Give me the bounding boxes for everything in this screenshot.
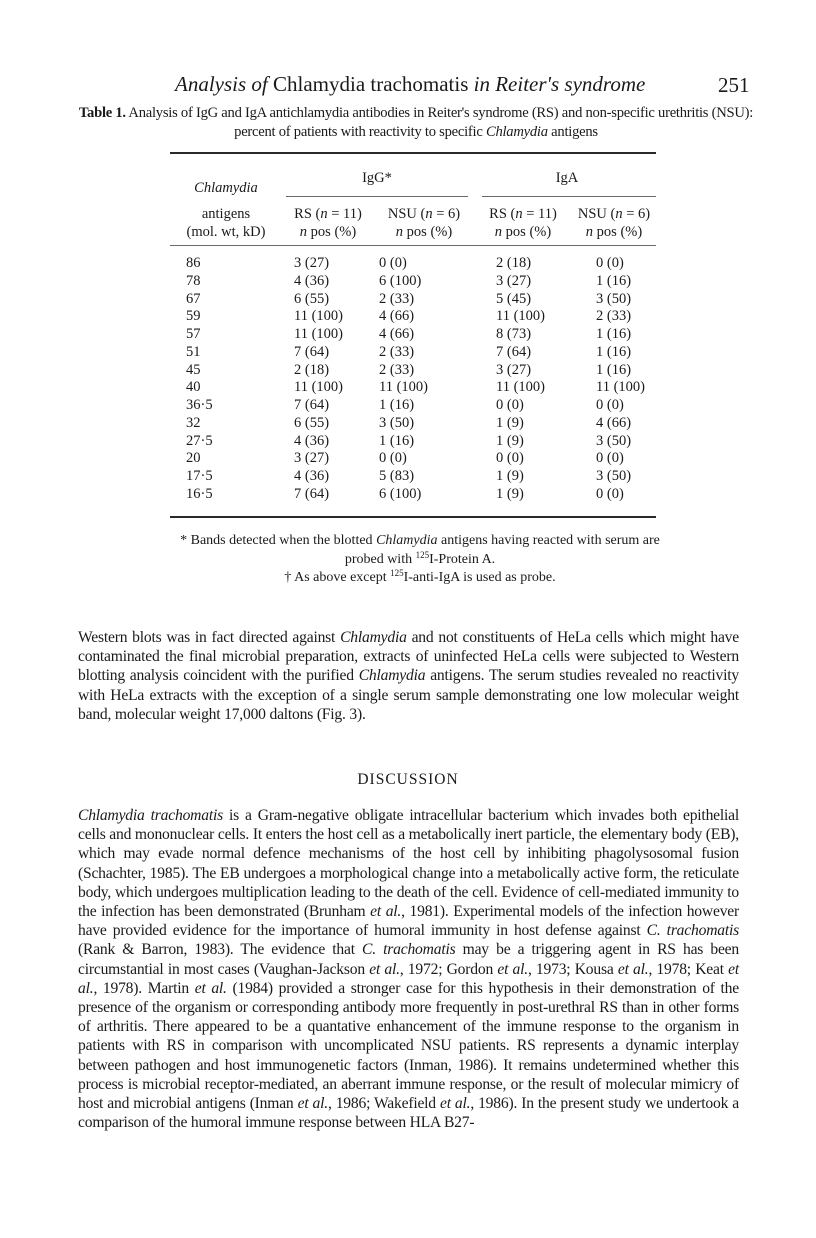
table-caption bbox=[78, 104, 754, 141]
text-run: , 1986). In the present study we undertook a comparison of the humoral immune response between HLA B27- bbox=[78, 1095, 740, 1132]
caption-italic: Chlamydia bbox=[485, 123, 548, 140]
table-top-rule bbox=[170, 152, 656, 154]
iga-nsu-cell: 11 (100) bbox=[596, 379, 645, 396]
subcol-group: RS ( bbox=[294, 206, 321, 222]
igg-rs-cell: 11 (100) bbox=[294, 326, 343, 342]
iga-group-rule bbox=[482, 196, 656, 197]
iga-nsu-cell: 1 (16) bbox=[596, 361, 632, 378]
subcol-unit-igg-rs bbox=[280, 224, 376, 241]
igg-rs-cell: 2 (18) bbox=[294, 361, 330, 378]
igg-nsu-cell: 4 (66) bbox=[379, 308, 415, 325]
subcol-eq: = 11) bbox=[327, 206, 362, 222]
igg-rs-cell: 11 (100) bbox=[294, 308, 343, 325]
subcol-unit-iga-nsu bbox=[566, 224, 662, 241]
antigen-cell: 20 bbox=[186, 450, 201, 467]
iga-nsu-cell: 3 (50) bbox=[596, 290, 632, 307]
table-footnotes bbox=[170, 532, 670, 588]
table-row bbox=[170, 397, 656, 415]
table-row bbox=[170, 468, 656, 486]
subcol-header-igg-nsu bbox=[376, 206, 472, 223]
subcol-unit: pos (%) bbox=[502, 224, 552, 240]
iga-nsu-cell: 0 (0) bbox=[596, 450, 624, 467]
table-row bbox=[170, 433, 656, 451]
igg-rs-cell: 3 (27) bbox=[294, 450, 330, 467]
iga-nsu-cell: 3 (50) bbox=[596, 432, 632, 449]
italic-run: Chlamydia bbox=[340, 629, 407, 646]
table-row bbox=[170, 362, 656, 380]
subcol-n: n bbox=[320, 206, 328, 222]
footnote-text: I-Protein A. bbox=[429, 551, 496, 567]
table-bottom-rule bbox=[170, 516, 656, 518]
subcol-unit: pos (%) bbox=[403, 224, 453, 240]
italic-run: Chlamydia bbox=[358, 667, 426, 685]
igg-nsu-cell: 2 (33) bbox=[379, 361, 415, 378]
antigen-cell: 36·5 bbox=[186, 397, 213, 413]
subcol-group: NSU ( bbox=[387, 206, 426, 222]
igg-nsu-cell: 5 (83) bbox=[379, 468, 415, 484]
group-header-igg: IgG* bbox=[362, 170, 392, 186]
text-run: , 1986; Wakefield bbox=[327, 1095, 440, 1113]
subcol-unit-n: n bbox=[494, 224, 503, 240]
antigen-cell: 59 bbox=[186, 308, 201, 325]
running-title bbox=[175, 72, 645, 97]
iga-rs-cell: 3 (27) bbox=[496, 361, 532, 378]
table-row bbox=[170, 486, 656, 504]
antigen-cell: 57 bbox=[186, 326, 201, 342]
igg-group-rule bbox=[286, 196, 468, 197]
footnote-text: antigens having reacted with serum are probed with bbox=[344, 533, 660, 567]
table-label: Table 1. bbox=[78, 105, 126, 121]
table-row bbox=[170, 255, 656, 273]
footnote-star bbox=[170, 532, 670, 569]
antigen-cell: 67 bbox=[186, 290, 201, 307]
subcol-n: n bbox=[615, 206, 623, 222]
iga-rs-cell: 3 (27) bbox=[496, 272, 532, 289]
footnote-italic: Chlamydia bbox=[376, 533, 438, 548]
subcol-eq: = 11) bbox=[522, 206, 557, 222]
subcol-header-iga-nsu bbox=[566, 206, 662, 223]
iga-rs-cell: 11 (100) bbox=[496, 308, 545, 325]
iga-nsu-cell: 1 (16) bbox=[596, 343, 632, 360]
subcol-n: n bbox=[425, 206, 433, 222]
igg-nsu-cell: 6 (100) bbox=[379, 485, 422, 502]
running-head bbox=[0, 72, 816, 100]
text-run: , 1972; Gordon bbox=[399, 960, 498, 978]
subcol-unit-iga-rs bbox=[475, 224, 571, 241]
subcol-unit-n: n bbox=[299, 224, 308, 240]
subcol-eq: = 6) bbox=[622, 206, 651, 222]
igg-rs-cell: 6 (55) bbox=[294, 414, 330, 431]
iga-nsu-cell: 1 (16) bbox=[596, 272, 632, 289]
igg-nsu-cell: 0 (0) bbox=[379, 450, 407, 467]
text-run: , 1981). Experimental models of the infection however have provided evidence for the importance of humoral immunity in host defense against bbox=[78, 903, 739, 940]
iga-nsu-cell: 0 (0) bbox=[596, 397, 624, 413]
subcol-unit: pos (%) bbox=[307, 224, 357, 240]
iga-rs-cell: 11 (100) bbox=[496, 379, 545, 396]
iga-rs-cell: 0 (0) bbox=[496, 450, 524, 467]
text-run: is a Gram-negative obligate intracellular bacterium which invades both epithelial cells and mononuclear cells. It enters the host cell as a metabolically inert particle, the elementary body (EB), which may evade normal defence mechanisms of the host cell by inhibiting phagolysosomal fusion (Schachter, 1985). The EB undergoes a morphological change into a metabolically active form, the reticulate body, which undergoes multiplication leading to the death of the cell. Evidence of cell-mediated immunity to the infection has been demonstrated (Brunham bbox=[78, 807, 740, 921]
italic-run: et al. bbox=[369, 960, 400, 978]
subcol-header-iga-rs bbox=[475, 206, 571, 223]
igg-rs-cell: 3 (27) bbox=[294, 255, 330, 271]
italic-run: C. trachomatis bbox=[646, 922, 739, 940]
running-title-organism: Chlamydia trachomatis bbox=[273, 72, 469, 96]
col-header-antigens: antigens bbox=[201, 206, 251, 222]
antigen-cell: 78 bbox=[186, 272, 201, 289]
igg-nsu-cell: 11 (100) bbox=[379, 379, 428, 396]
subcol-unit: pos (%) bbox=[593, 224, 643, 240]
antigen-cell: 86 bbox=[186, 255, 201, 271]
running-title-suffix: in Reiter's syndrome bbox=[468, 72, 646, 96]
igg-nsu-cell: 4 (66) bbox=[379, 326, 415, 342]
antigen-cell: 40 bbox=[186, 379, 201, 396]
iga-rs-cell: 2 (18) bbox=[496, 255, 532, 271]
igg-nsu-cell: 1 (16) bbox=[379, 432, 415, 449]
iga-nsu-cell: 0 (0) bbox=[596, 485, 624, 502]
table-header-rule bbox=[170, 245, 656, 246]
iga-nsu-cell: 2 (33) bbox=[596, 308, 632, 325]
section-heading-discussion: DISCUSSION bbox=[357, 771, 459, 788]
iga-rs-cell: 0 (0) bbox=[496, 397, 524, 413]
group-header-iga: IgA bbox=[555, 170, 579, 186]
iga-nsu-cell: 1 (16) bbox=[596, 326, 632, 342]
table-row bbox=[170, 291, 656, 309]
iga-rs-cell: 1 (9) bbox=[496, 468, 524, 484]
iga-nsu-cell: 3 (50) bbox=[596, 468, 632, 484]
italic-run: et al. bbox=[370, 903, 402, 921]
italic-run: et al. bbox=[297, 1095, 328, 1113]
igg-rs-cell: 7 (64) bbox=[294, 485, 330, 502]
antigen-cell: 45 bbox=[186, 361, 201, 378]
body-paragraph-discussion bbox=[78, 806, 739, 1132]
igg-rs-cell: 11 (100) bbox=[294, 379, 343, 396]
iga-rs-cell: 1 (9) bbox=[496, 485, 524, 502]
text-run: (1984) provided a stronger case for this hypothesis in their demonstration of the presence of the organism or corresponding antibody more frequently in post-urethral RS than in other forms of arthritis. There appeared to be a quantative enhancement of the immune response to the organism in patients with RS in comparison with uncomplicated NSU patients. RS represents a dynamic interplay between pathogen and host immunogenetic factors (Inman, 1986). It remains undetermined whether this process is microbial receptor-mediated, an aberrant immune response, or the result of molecular mimicry of host and microbial antigens (Inman bbox=[78, 979, 739, 1113]
subcol-unit-n: n bbox=[395, 224, 404, 240]
text-run: and not constituents of HeLa cells which might have contaminated the final microbial preparation, extracts of uninfected HeLa cells were subjected to Western blotting analysis coincident with the purified bbox=[78, 629, 739, 685]
table-row bbox=[170, 379, 656, 397]
footnote-text: † As above except bbox=[284, 570, 391, 585]
iga-rs-cell: 8 (73) bbox=[496, 326, 532, 342]
text-run: may be a triggering agent in RS has been circumstantial in most cases (Vaughan-Jackson bbox=[78, 941, 739, 978]
subcol-group: NSU ( bbox=[577, 206, 616, 222]
italic-run: et al. bbox=[194, 979, 227, 997]
text-run: antigens. The serum studies revealed no reactivity with HeLa extracts with the exception of a single serum sample demonstrating one low molecular weight band, molecular weight 17,000 daltons (Fig. 3). bbox=[78, 667, 739, 723]
subcol-eq: = 6) bbox=[432, 206, 461, 222]
text-run: (Rank & Barron, 1983). The evidence that bbox=[78, 941, 363, 959]
italic-run: et al. bbox=[497, 960, 528, 978]
italic-run: et al. bbox=[78, 960, 740, 997]
footnote-text: I-anti-IgA is used as probe. bbox=[403, 570, 556, 585]
igg-rs-cell: 7 (64) bbox=[294, 397, 330, 413]
igg-rs-cell: 7 (64) bbox=[294, 343, 330, 360]
antigen-cell: 51 bbox=[186, 343, 201, 360]
italic-run: Chlamydia trachomatis bbox=[78, 807, 223, 824]
text-run: , 1978). Martin bbox=[93, 979, 195, 997]
subcol-n: n bbox=[515, 206, 523, 222]
antigen-cell: 32 bbox=[186, 414, 201, 431]
igg-rs-cell: 6 (55) bbox=[294, 290, 330, 307]
antigen-cell: 17·5 bbox=[186, 468, 213, 484]
igg-rs-cell: 4 (36) bbox=[294, 272, 330, 289]
caption-end: antigens bbox=[547, 123, 598, 140]
igg-rs-cell: 4 (36) bbox=[294, 432, 330, 449]
table-row bbox=[170, 415, 656, 433]
igg-nsu-cell: 3 (50) bbox=[379, 414, 415, 431]
footnote-sup: 125 bbox=[390, 568, 404, 578]
iga-rs-cell: 5 (45) bbox=[496, 290, 532, 307]
text-run: , 1973; Kousa bbox=[527, 960, 618, 978]
footnote-dagger bbox=[170, 569, 670, 588]
iga-rs-cell: 1 (9) bbox=[496, 414, 524, 431]
table-row bbox=[170, 344, 656, 362]
italic-run: C. trachomatis bbox=[362, 941, 456, 959]
iga-rs-cell: 7 (64) bbox=[496, 343, 532, 360]
page-number: 251 bbox=[718, 73, 750, 97]
italic-run: et al. bbox=[439, 1095, 471, 1113]
igg-nsu-cell: 2 (33) bbox=[379, 290, 415, 307]
col-header-chlamydia: Chlamydia bbox=[194, 180, 258, 196]
subcol-unit-n: n bbox=[585, 224, 594, 240]
subcol-unit-igg-nsu bbox=[376, 224, 472, 241]
iga-nsu-cell: 0 (0) bbox=[596, 255, 624, 271]
table-body bbox=[170, 255, 656, 504]
igg-nsu-cell: 1 (16) bbox=[379, 397, 415, 413]
caption-text: Analysis of IgG and IgA antichlamydia antibodies in Reiter's syndrome (RS) and non-specific urethritis (NSU): percent of patients with reactivity to specific bbox=[125, 105, 754, 140]
iga-nsu-cell: 4 (66) bbox=[596, 414, 632, 431]
igg-nsu-cell: 6 (100) bbox=[379, 272, 422, 289]
footnote-text: * Bands detected when the blotted bbox=[180, 533, 377, 548]
table-row bbox=[170, 450, 656, 468]
italic-run: et al. bbox=[617, 960, 649, 978]
iga-rs-cell: 1 (9) bbox=[496, 432, 524, 449]
subcol-header-igg-rs bbox=[280, 206, 376, 223]
running-title-prefix: Analysis of bbox=[175, 72, 273, 96]
antigen-cell: 16·5 bbox=[186, 485, 213, 502]
text-run: Western blots was in fact directed against bbox=[78, 629, 341, 646]
igg-rs-cell: 4 (36) bbox=[294, 468, 330, 484]
table-row bbox=[170, 308, 656, 326]
table-row bbox=[170, 326, 656, 344]
antigen-cell: 27·5 bbox=[186, 432, 213, 449]
body-paragraph-results bbox=[78, 628, 739, 724]
col-header-molwt: (mol. wt, kD) bbox=[186, 224, 266, 240]
igg-nsu-cell: 2 (33) bbox=[379, 343, 415, 360]
igg-nsu-cell: 0 (0) bbox=[379, 255, 407, 271]
table-row bbox=[170, 273, 656, 291]
footnote-sup: 125 bbox=[415, 549, 430, 560]
text-run: , 1978; Keat bbox=[648, 960, 729, 978]
subcol-group: RS ( bbox=[489, 206, 516, 222]
